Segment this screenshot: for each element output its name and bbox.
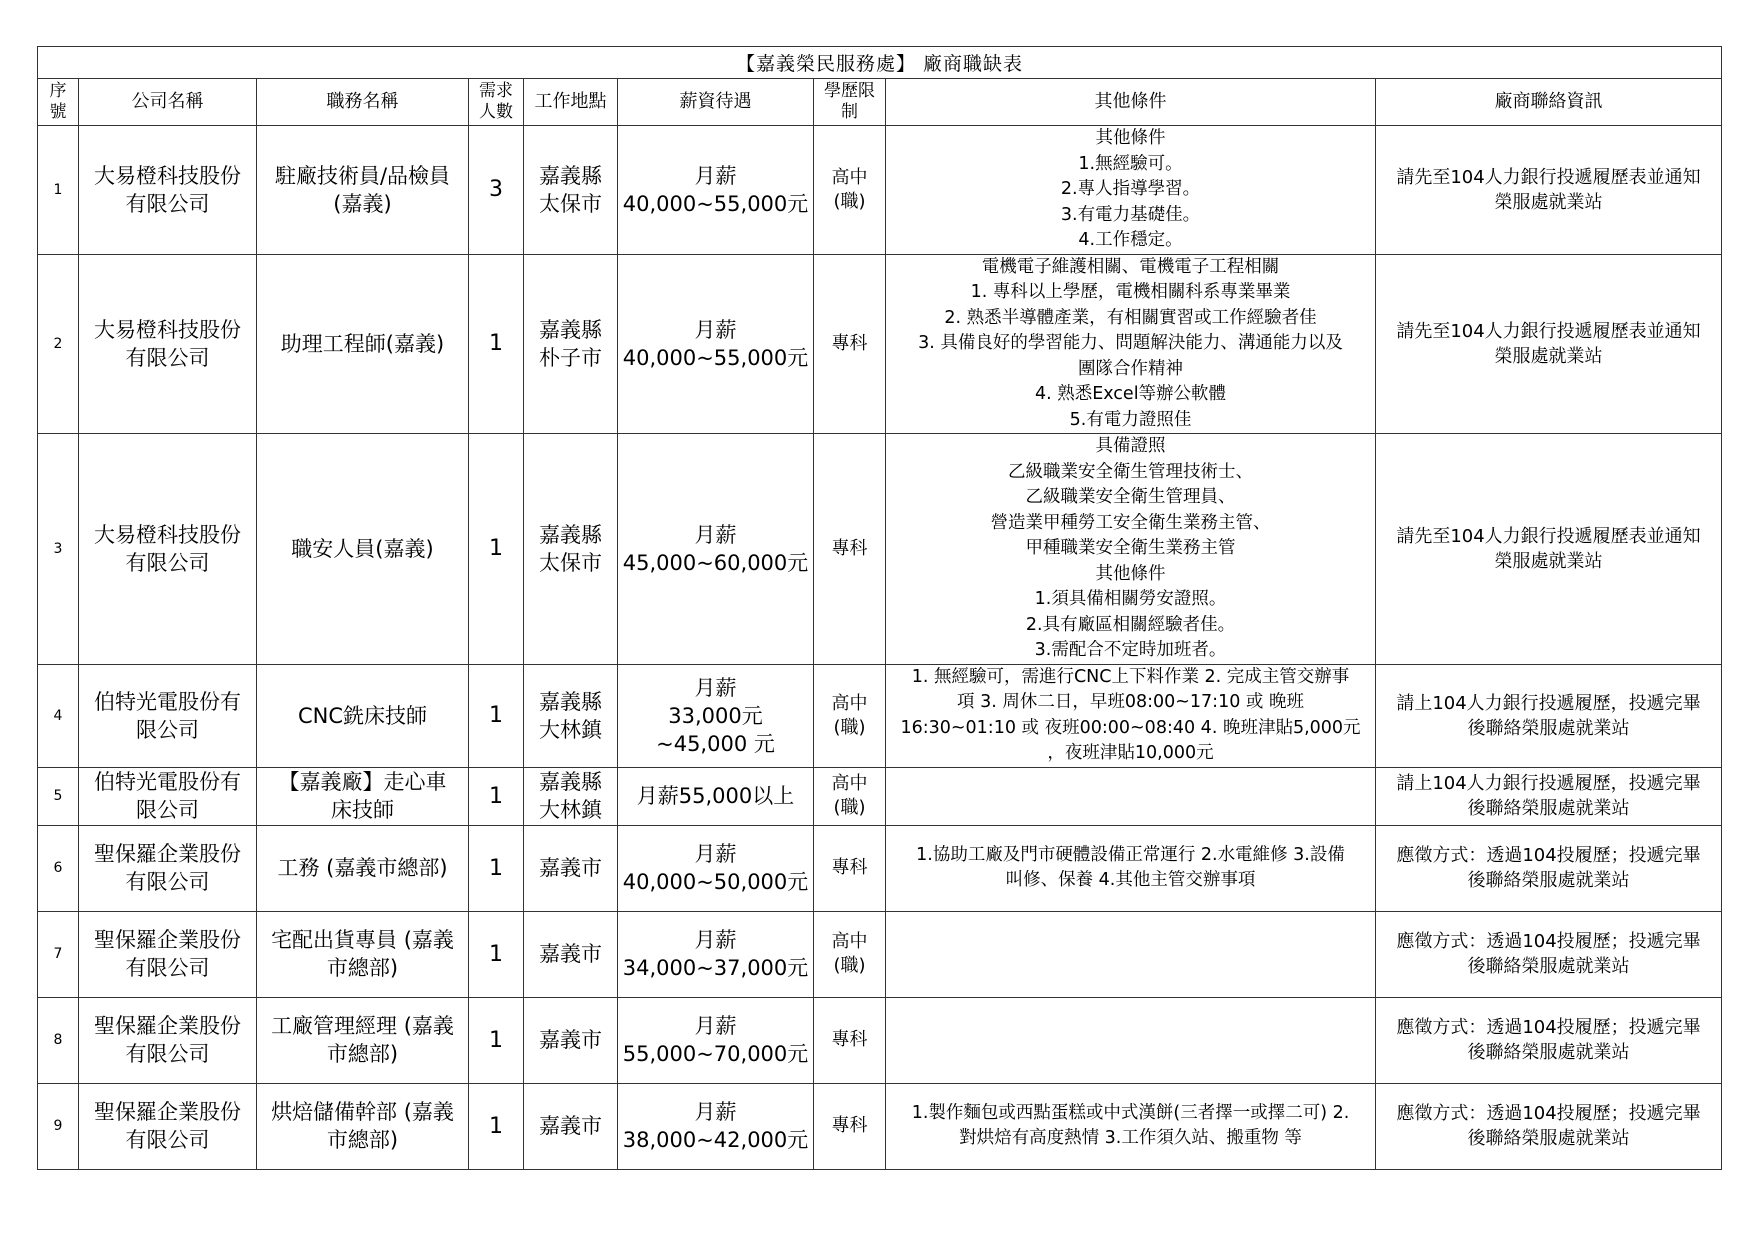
other-conditions: 電機電子維護相關、電機電子工程相關 1. 專科以上學歷，電機相關科系專業畢業 2. 熟悉半導體產業，有相關實習或工作經驗者佳 3. 具備良好的學習能力、問題解決能力、溝通能力以及 團隊合作精神 4. 熟悉Excel等辦公軟體 5.有電力證照佳 bbox=[886, 254, 1376, 434]
job-rows bbox=[38, 126, 1722, 1170]
contact-info: 請先至104人力銀行投遞履歷表並通知 榮服處就業站 bbox=[1376, 434, 1722, 665]
salary: 月薪 45,000~60,000元 bbox=[618, 434, 814, 665]
job-title: 【嘉義廠】走心車 床技師 bbox=[257, 767, 469, 825]
education-requirement: 高中 (職) bbox=[814, 767, 886, 825]
header-row bbox=[38, 79, 1722, 126]
job-title: 工務 (嘉義市總部) bbox=[257, 825, 469, 911]
education-requirement: 高中 (職) bbox=[814, 126, 886, 255]
contact-info: 應徵方式：透過104投履歷；投遞完畢 後聯絡榮服處就業站 bbox=[1376, 825, 1722, 911]
contact-info: 應徵方式：透過104投履歷；投遞完畢 後聯絡榮服處就業站 bbox=[1376, 997, 1722, 1083]
table-row bbox=[38, 911, 1722, 997]
work-location: 嘉義縣 太保市 bbox=[524, 434, 618, 665]
table-row bbox=[38, 434, 1722, 665]
row-number: 4 bbox=[38, 664, 79, 767]
row-number: 6 bbox=[38, 825, 79, 911]
other-conditions bbox=[886, 911, 1376, 997]
row-number: 1 bbox=[38, 126, 79, 255]
other-conditions: 其他條件 1.無經驗可。 2.專人指導學習。 3.有電力基礎佳。 4.工作穩定。 bbox=[886, 126, 1376, 255]
company-name: 聖保羅企業股份 有限公司 bbox=[79, 911, 257, 997]
table-row bbox=[38, 126, 1722, 255]
salary: 月薪 40,000~55,000元 bbox=[618, 126, 814, 255]
headcount: 1 bbox=[469, 254, 524, 434]
other-conditions bbox=[886, 997, 1376, 1083]
company-name: 聖保羅企業股份 有限公司 bbox=[79, 1083, 257, 1169]
headcount: 1 bbox=[469, 767, 524, 825]
work-location: 嘉義縣 朴子市 bbox=[524, 254, 618, 434]
job-title: 烘焙儲備幹部 (嘉義 市總部) bbox=[257, 1083, 469, 1169]
education-requirement: 高中 (職) bbox=[814, 911, 886, 997]
salary: 月薪 55,000~70,000元 bbox=[618, 997, 814, 1083]
salary: 月薪 40,000~55,000元 bbox=[618, 254, 814, 434]
education-requirement: 專科 bbox=[814, 434, 886, 665]
table-row bbox=[38, 997, 1722, 1083]
salary: 月薪 40,000~50,000元 bbox=[618, 825, 814, 911]
header-contact: 廠商聯絡資訊 bbox=[1376, 79, 1722, 126]
work-location: 嘉義縣 大林鎮 bbox=[524, 767, 618, 825]
row-number: 2 bbox=[38, 254, 79, 434]
education-requirement: 專科 bbox=[814, 1083, 886, 1169]
company-name: 大易橙科技股份 有限公司 bbox=[79, 434, 257, 665]
table-row bbox=[38, 254, 1722, 434]
work-location: 嘉義市 bbox=[524, 997, 618, 1083]
header-job: 職務名稱 bbox=[257, 79, 469, 126]
salary: 月薪55,000以上 bbox=[618, 767, 814, 825]
header-company: 公司名稱 bbox=[79, 79, 257, 126]
company-name: 聖保羅企業股份 有限公司 bbox=[79, 825, 257, 911]
table-row bbox=[38, 767, 1722, 825]
education-requirement: 專科 bbox=[814, 997, 886, 1083]
education-requirement: 高中 (職) bbox=[814, 664, 886, 767]
headcount: 1 bbox=[469, 825, 524, 911]
company-name: 伯特光電股份有 限公司 bbox=[79, 767, 257, 825]
header-conditions: 其他條件 bbox=[886, 79, 1376, 126]
table-row bbox=[38, 825, 1722, 911]
job-title: 宅配出貨專員 (嘉義 市總部) bbox=[257, 911, 469, 997]
contact-info: 應徵方式：透過104投履歷；投遞完畢 後聯絡榮服處就業站 bbox=[1376, 1083, 1722, 1169]
company-name: 伯特光電股份有 限公司 bbox=[79, 664, 257, 767]
salary: 月薪 38,000~42,000元 bbox=[618, 1083, 814, 1169]
contact-info: 請先至104人力銀行投遞履歷表並通知 榮服處就業站 bbox=[1376, 126, 1722, 255]
table-row bbox=[38, 1083, 1722, 1169]
row-number: 7 bbox=[38, 911, 79, 997]
salary: 月薪 34,000~37,000元 bbox=[618, 911, 814, 997]
contact-info: 請先至104人力銀行投遞履歷表並通知 榮服處就業站 bbox=[1376, 254, 1722, 434]
work-location: 嘉義縣 大林鎮 bbox=[524, 664, 618, 767]
headcount: 1 bbox=[469, 664, 524, 767]
job-title: 助理工程師(嘉義) bbox=[257, 254, 469, 434]
other-conditions: 具備證照 乙級職業安全衛生管理技術士、 乙級職業安全衛生管理員、 營造業甲種勞工安全衛生業務主管、 甲種職業安全衛生業務主管 其他條件 1.須具備相關勞安證照。 2.具有廠區相關經驗者佳。 3.需配合不定時加班者。 bbox=[886, 434, 1376, 665]
row-number: 9 bbox=[38, 1083, 79, 1169]
header-count: 需求 人數 bbox=[469, 79, 524, 126]
contact-info: 請上104人力銀行投遞履歷，投遞完畢 後聯絡榮服處就業站 bbox=[1376, 664, 1722, 767]
education-requirement: 專科 bbox=[814, 254, 886, 434]
header-no: 序 號 bbox=[38, 79, 79, 126]
other-conditions bbox=[886, 767, 1376, 825]
job-title: 職安人員(嘉義) bbox=[257, 434, 469, 665]
row-number: 8 bbox=[38, 997, 79, 1083]
headcount: 1 bbox=[469, 434, 524, 665]
job-title: CNC銑床技師 bbox=[257, 664, 469, 767]
work-location: 嘉義市 bbox=[524, 911, 618, 997]
header-salary: 薪資待遇 bbox=[618, 79, 814, 126]
job-vacancy-table bbox=[37, 46, 1722, 1170]
contact-info: 應徵方式：透過104投履歷；投遞完畢 後聯絡榮服處就業站 bbox=[1376, 911, 1722, 997]
header-location: 工作地點 bbox=[524, 79, 618, 126]
row-number: 5 bbox=[38, 767, 79, 825]
table-row bbox=[38, 664, 1722, 767]
other-conditions: 1.協助工廠及門市硬體設備正常運行 2.水電維修 3.設備 叫修、保養 4.其他主管交辦事項 bbox=[886, 825, 1376, 911]
headcount: 1 bbox=[469, 1083, 524, 1169]
headcount: 1 bbox=[469, 997, 524, 1083]
row-number: 3 bbox=[38, 434, 79, 665]
education-requirement: 專科 bbox=[814, 825, 886, 911]
headcount: 1 bbox=[469, 911, 524, 997]
other-conditions: 1.製作麵包或西點蛋糕或中式漢餅(三者擇一或擇二可) 2. 對烘焙有高度熱情 3.工作須久站、搬重物 等 bbox=[886, 1083, 1376, 1169]
contact-info: 請上104人力銀行投遞履歷，投遞完畢 後聯絡榮服處就業站 bbox=[1376, 767, 1722, 825]
job-title: 工廠管理經理 (嘉義 市總部) bbox=[257, 997, 469, 1083]
page-title: 【嘉義榮民服務處】 廠商職缺表 bbox=[38, 47, 1722, 79]
work-location: 嘉義市 bbox=[524, 1083, 618, 1169]
headcount: 3 bbox=[469, 126, 524, 255]
company-name: 聖保羅企業股份 有限公司 bbox=[79, 997, 257, 1083]
job-title: 駐廠技術員/品檢員 (嘉義) bbox=[257, 126, 469, 255]
header-education: 學歷限 制 bbox=[814, 79, 886, 126]
company-name: 大易橙科技股份 有限公司 bbox=[79, 126, 257, 255]
other-conditions: 1. 無經驗可，需進行CNC上下料作業 2. 完成主管交辦事 項 3. 周休二日，早班08:00~17:10 或 晚班 16:30~01:10 或 夜班00:00~08:40 4. 晚班津貼5,000元 ，夜班津貼10,000元 bbox=[886, 664, 1376, 767]
work-location: 嘉義市 bbox=[524, 825, 618, 911]
salary: 月薪 33,000元 ~45,000 元 bbox=[618, 664, 814, 767]
work-location: 嘉義縣 太保市 bbox=[524, 126, 618, 255]
company-name: 大易橙科技股份 有限公司 bbox=[79, 254, 257, 434]
